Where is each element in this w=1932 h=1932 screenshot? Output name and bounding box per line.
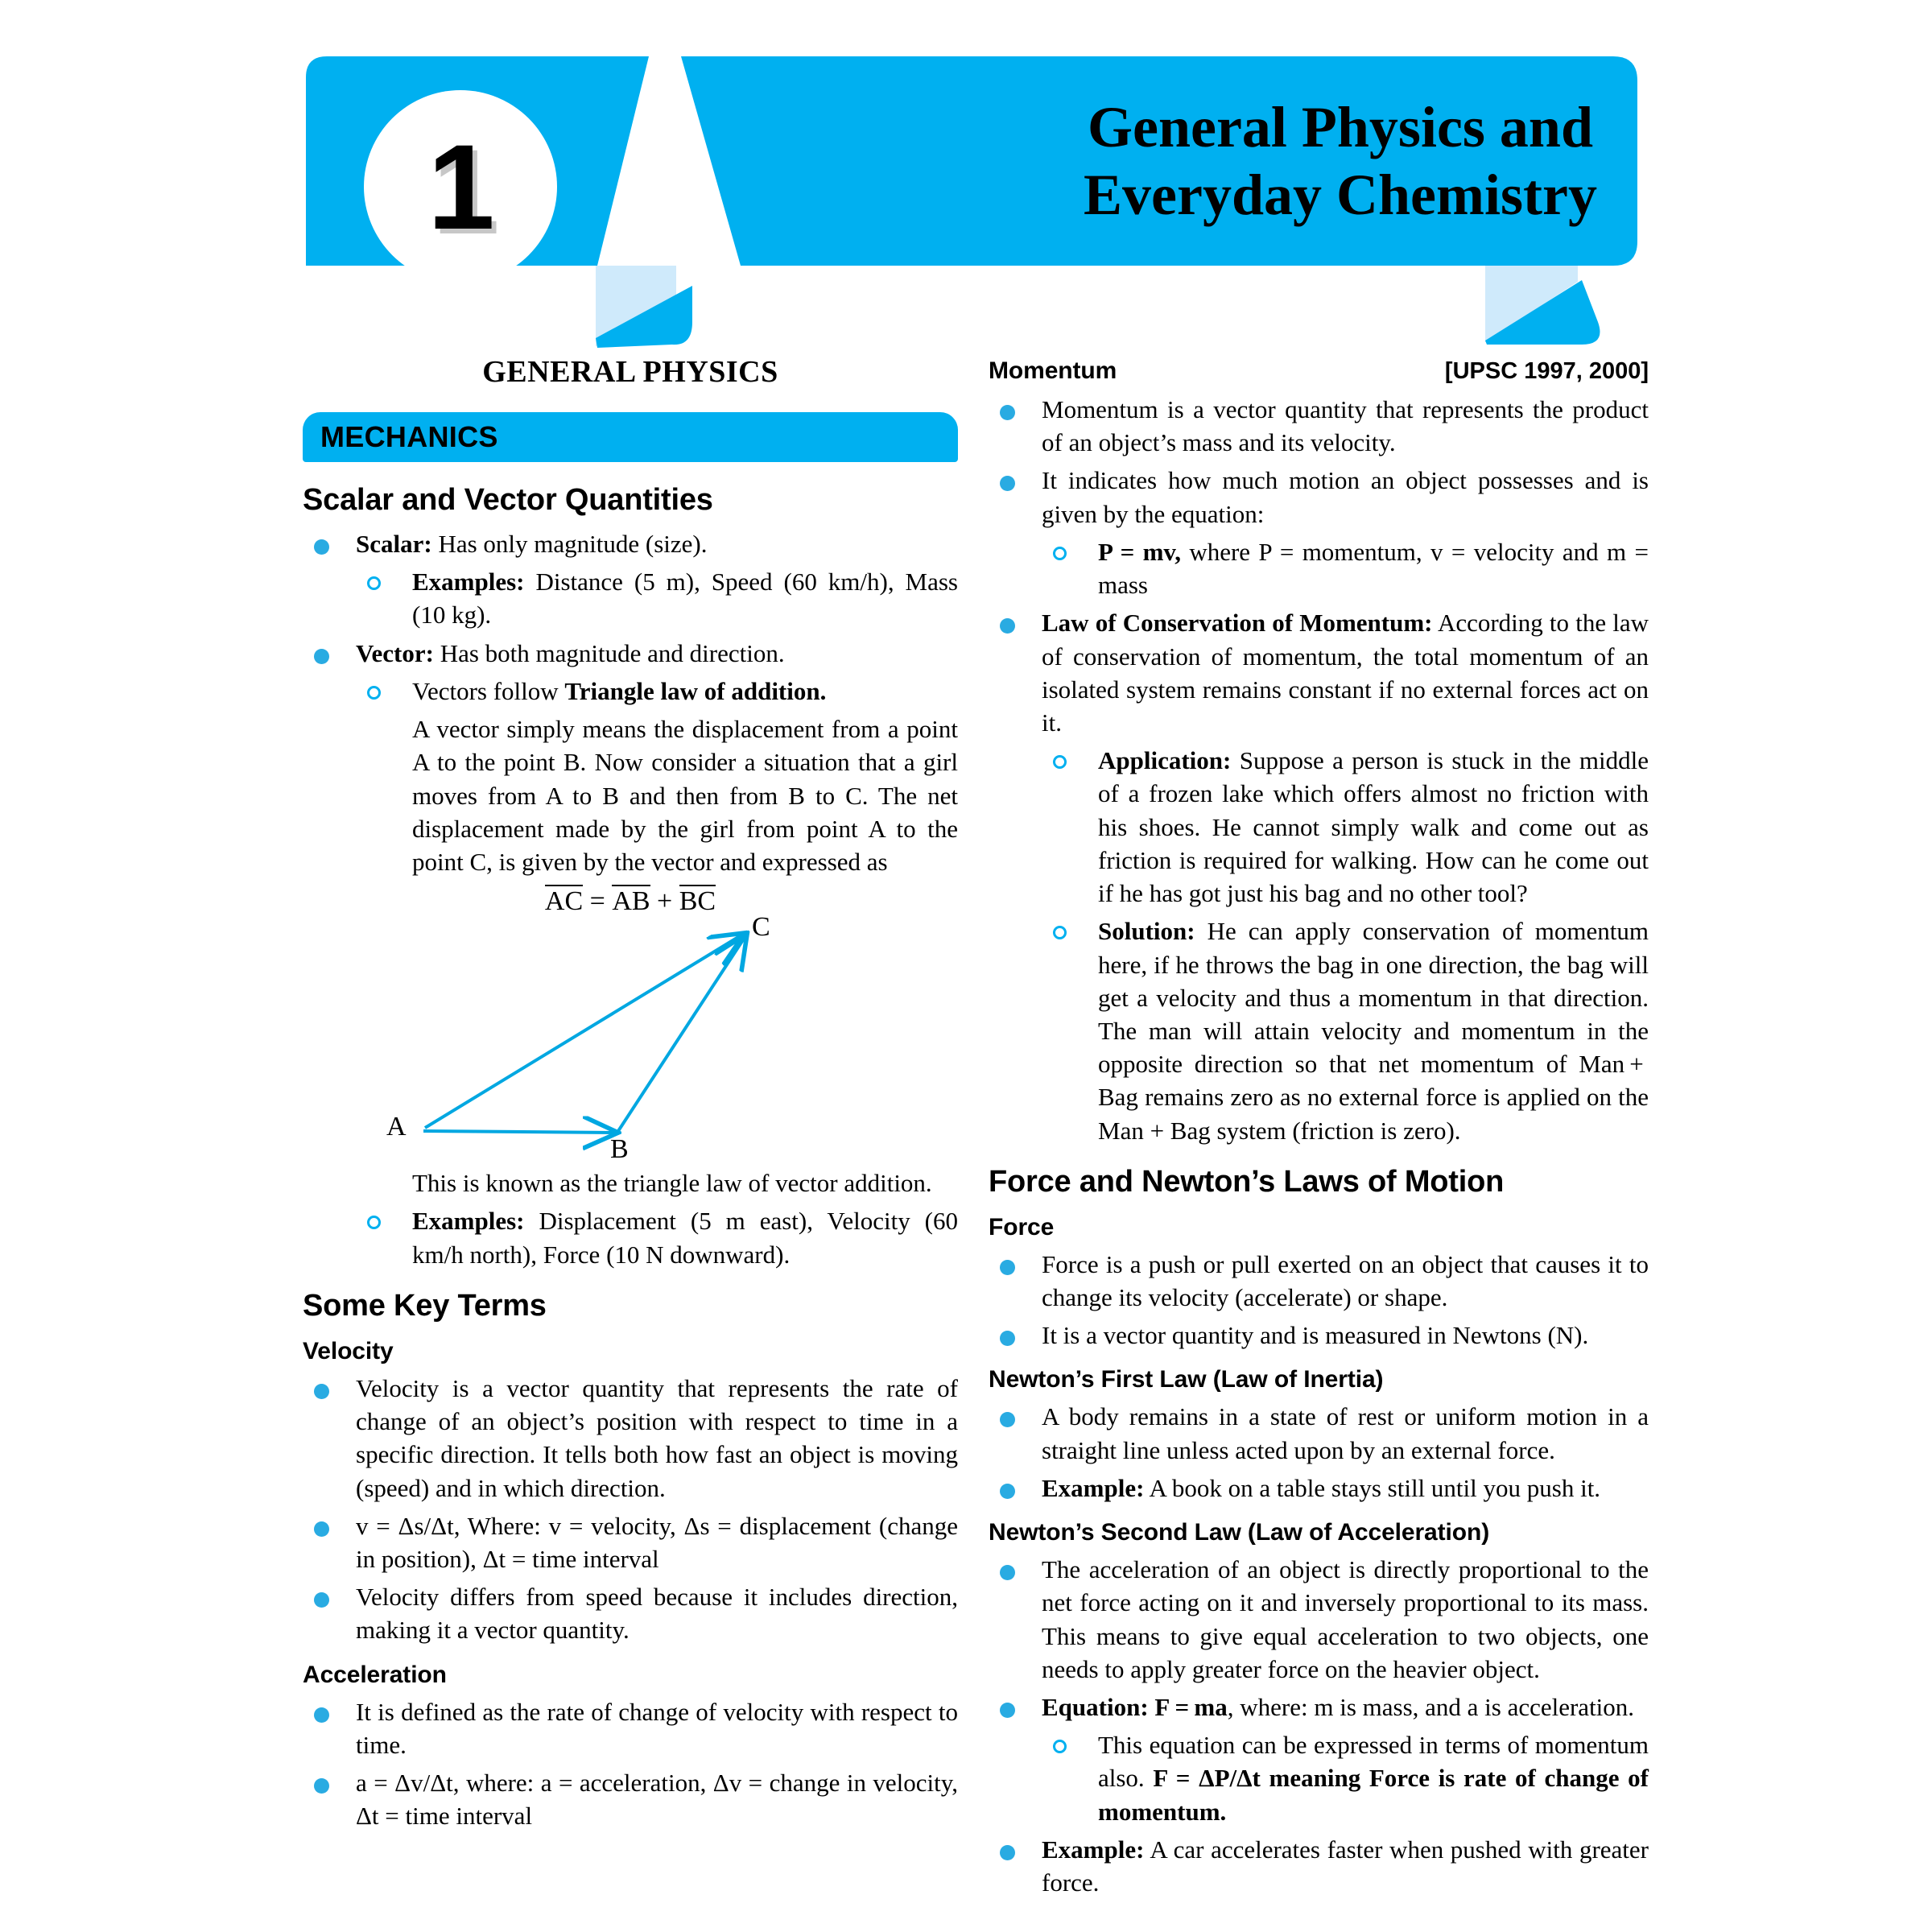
list-item: Equation: F = ma, where: m is mass, and a is acceleration. [989, 1690, 1649, 1724]
triangle-law-diagram [303, 912, 958, 1165]
section-title-general-physics: GENERAL PHYSICS [482, 355, 778, 389]
formula-plus: + [657, 886, 673, 917]
diagram-label-b: B [610, 1134, 629, 1165]
list-item: It is a vector quantity and is measured in Newtons (N). [989, 1319, 1649, 1352]
momentum-heading-row [989, 357, 1649, 385]
heading-momentum: Momentum [989, 357, 1117, 384]
section-bar-mechanics [303, 412, 958, 462]
list-item: Solution: He can apply conservation of momentum here, if he throws the bag in one direction, the bag will get a velocity and thus a momentum in that direction. The man will attain velocity and momentum in the opposite direction so that net momentum of Man + Bag remains zero as no external force is applied on the Man + Bag system (friction is zero). [989, 914, 1649, 1147]
list-item: Force is a push or pull exerted on an object that causes it to change its velocity (accelerate) or shape. [989, 1248, 1649, 1314]
formula-term-ac: AC [544, 886, 584, 917]
page-title [926, 93, 1755, 229]
vector-paragraph: A vector simply means the displacement from a point A to the point B. Now consider a situation that a girl moves from A to B and then from B to C. The net displacement made by the girl from point A to the point C, is given by the vector and expressed as [412, 715, 958, 876]
list-item: Vectors follow Triangle law of addition. [303, 675, 958, 708]
list-item: Velocity is a vector quantity that represents the rate of change of an object’s position with respect to time in a specific direction. It tells both how fast an object is moving (speed) and in which direction. [303, 1372, 958, 1505]
heading-some-key-terms: Some Key Terms [303, 1288, 547, 1323]
right-column [989, 354, 1649, 1904]
list-item: It indicates how much motion an object possesses and is given by the equation: [989, 464, 1649, 530]
chapter-number: 1 [427, 119, 493, 254]
list-item: Example: A book on a table stays still until you push it. [989, 1472, 1649, 1505]
list-item: a = Δv/Δt, where: a = acceleration, Δv = change in velocity, Δt = time interval [303, 1766, 958, 1832]
heading-velocity: Velocity [303, 1337, 394, 1364]
list-item: Examples: Distance (5 m), Speed (60 km/h), Mass (10 kg). [303, 565, 958, 631]
vector-bc [618, 936, 745, 1131]
list-item: It is defined as the rate of change of velocity with respect to time. [303, 1695, 958, 1761]
formula-term-bc: BC [679, 886, 716, 917]
list-item: v = Δs/Δt, Where: v = velocity, Δs = displacement (change in position), Δt = time interval [303, 1509, 958, 1575]
list-item: P = mv, where P = momentum, v = velocity and m = mass [989, 535, 1649, 601]
heading-force: Force [989, 1213, 1055, 1241]
left-column [303, 354, 958, 1837]
heading-scalar-and-vector-quantities: Scalar and Vector Quantities [303, 483, 713, 517]
list-item: Vector: Has both magnitude and direction. [303, 637, 958, 670]
diagram-label-a: A [386, 1112, 407, 1142]
heading-newtons-second-law: Newton’s Second Law (Law of Acceleration) [989, 1519, 1490, 1546]
heading-newtons-first-law: Newton’s First Law (Law of Inertia) [989, 1366, 1384, 1393]
chapter-title-line-2: Everyday Chemistry [1084, 163, 1597, 228]
heading-force-and-newtons-laws: Force and Newton’s Laws of Motion [989, 1164, 1505, 1199]
section-bar-label: MECHANICS [320, 420, 498, 453]
vector-ab [423, 1131, 615, 1133]
list-item: Examples: Displacement (5 m east), Velocity (60 km/h north), Force (10 N downward). [303, 1204, 958, 1270]
list-item: Momentum is a vector quantity that represents the product of an object’s mass and its velocity. [989, 393, 1649, 459]
list-item: A body remains in a state of rest or uniform motion in a straight line unless acted upon by an external force. [989, 1400, 1649, 1466]
list-item: Scalar: Has only magnitude (size). [303, 527, 958, 560]
list-item: Velocity differs from speed because it includes direction, making it a vector quantity. [303, 1580, 958, 1646]
chapter-banner [0, 0, 1932, 354]
list-item: Example: A car accelerates faster when pushed with greater force. [989, 1833, 1649, 1899]
list-item: Application: Suppose a person is stuck in the middle of a frozen lake which offers almost no friction with his shoes. He cannot simply walk and come out as friction is required for walking. How can he come out if he has got just his bag and no other tool? [989, 744, 1649, 910]
list-item: Law of Conservation of Momentum: According to the law of conservation of momentum, the total momentum of an isolated system remains constant if no external forces act on it. [989, 606, 1649, 739]
formula-term-ab: AB [612, 886, 650, 917]
formula-equals: = [589, 886, 605, 917]
vector-addition-formula [303, 885, 958, 917]
list-item: The acceleration of an object is directly proportional to the net force acting on it and inversely proportional to its mass. This means to give equal acceleration to two objects, one needs to apply greater force on the heavier object. [989, 1553, 1649, 1686]
triangle-law-caption: This is known as the triangle law of vector addition. [412, 1169, 932, 1198]
chapter-title-line-1: General Physics and [1087, 95, 1594, 159]
vector-ac [425, 935, 742, 1128]
heading-acceleration: Acceleration [303, 1661, 447, 1688]
status-badge-upsc: [UPSC 1997, 2000] [1444, 358, 1649, 384]
list-item: This equation can be expressed in terms of momentum also. F = ΔP/Δt meaning Force is rate of change of momentum. [989, 1728, 1649, 1828]
diagram-label-c: C [752, 912, 770, 943]
